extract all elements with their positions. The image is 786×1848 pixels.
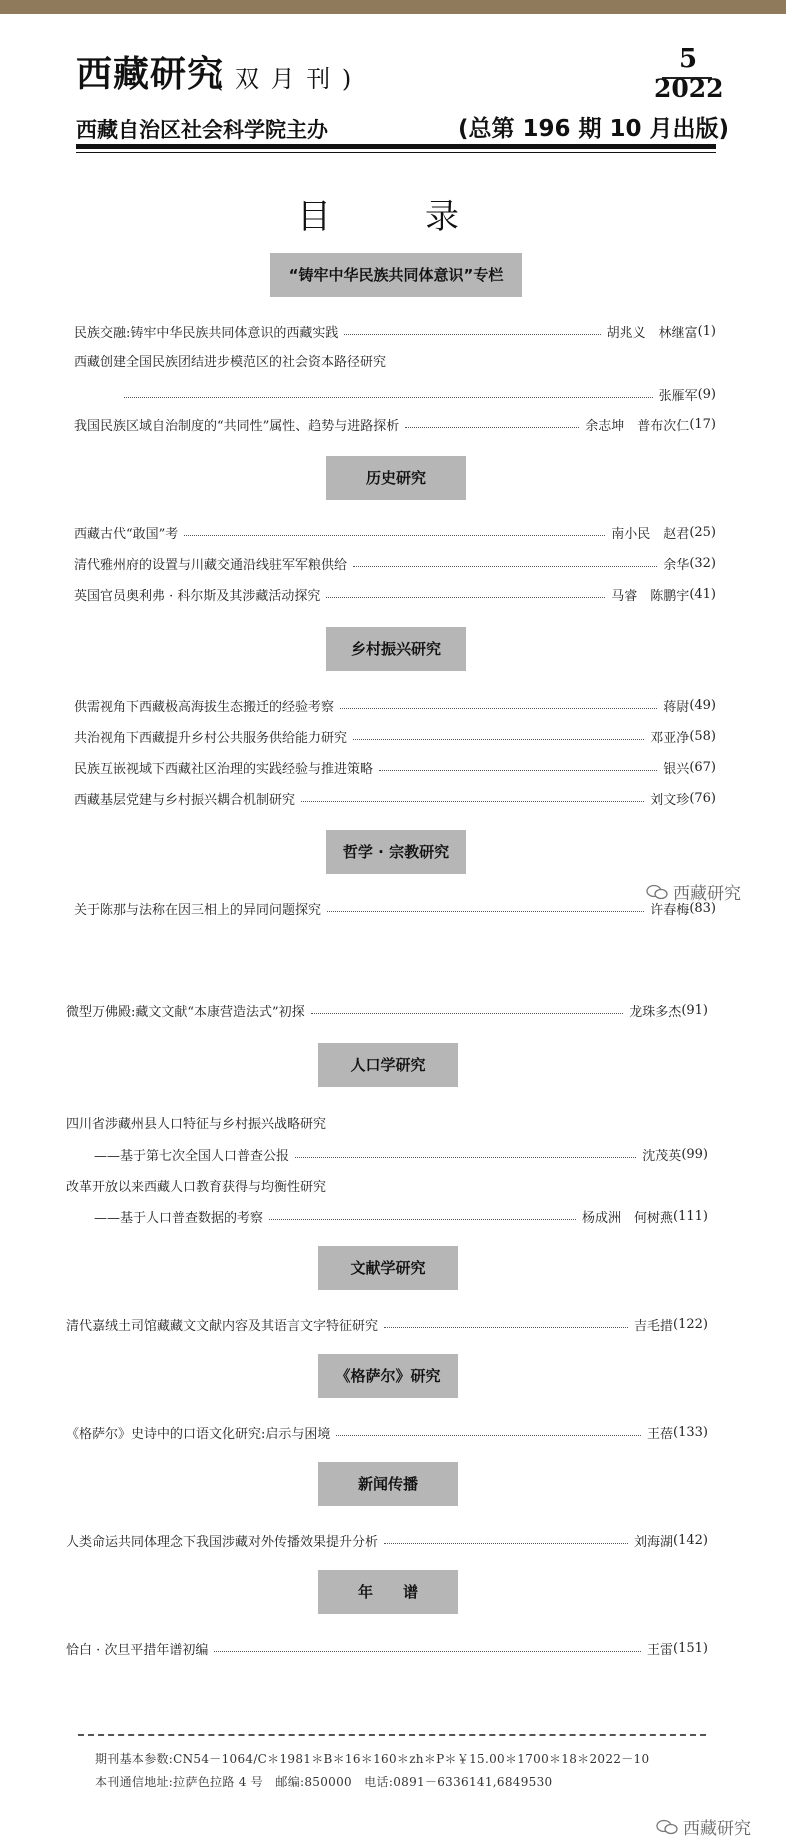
entry-title: ——基于第七次全国人口普查公报 xyxy=(94,1148,290,1164)
entry-page: (1) xyxy=(697,323,716,339)
entry-title: 西藏基层党建与乡村振兴耦合机制研究 xyxy=(74,792,296,808)
toc-entry[interactable] xyxy=(74,522,716,542)
toc-entry[interactable] xyxy=(66,1638,708,1658)
leader-dots xyxy=(301,801,644,802)
entry-author: 沈茂英 xyxy=(642,1148,682,1164)
leader-dots xyxy=(353,566,657,567)
toc-entry[interactable] xyxy=(74,321,716,341)
entry-page: (41) xyxy=(689,586,716,602)
entry-author: 胡兆义 林继富 xyxy=(606,325,698,341)
entry-title: 微型万佛殿:藏文文献“本康营造法式”初探 xyxy=(66,1004,305,1020)
entry-author: 王雷 xyxy=(647,1642,674,1658)
section-header-philosophy: 哲学 · 宗教研究 xyxy=(326,830,466,874)
entry-page: (49) xyxy=(689,697,716,713)
entry-page: (76) xyxy=(689,790,716,806)
entry-page: (122) xyxy=(673,1316,708,1332)
watermark-text: 西藏研究 xyxy=(683,1819,751,1839)
leader-dots xyxy=(405,427,579,428)
toc-entry[interactable] xyxy=(74,553,716,573)
masthead-rule-thick xyxy=(76,144,716,149)
toc-entry[interactable] xyxy=(66,1530,708,1550)
entry-author: 龙珠多杰 xyxy=(629,1004,682,1020)
entry-title: 英国官员奥利弗 · 科尔斯及其涉藏活动探究 xyxy=(74,588,321,604)
leader-dots xyxy=(269,1219,576,1220)
entry-page: (133) xyxy=(673,1424,708,1440)
top-decorative-bar xyxy=(0,0,786,14)
journal-address: 本刊通信地址:拉萨色拉路 4 号 邮编:850000 电话:0891－6336141,6849530 xyxy=(95,1775,553,1789)
entry-title: 清代嘉绒土司馆藏藏文文献内容及其语言文字特征研究 xyxy=(66,1318,379,1334)
chat-bubble-icon xyxy=(646,884,668,900)
section-header-history: 历史研究 xyxy=(326,456,466,500)
journal-parameters: 期刊基本参数:CN54－1064/C＊1981＊B＊16＊160＊zh＊P＊￥15.00＊1700＊18＊2022－10 xyxy=(95,1752,650,1766)
leader-dots xyxy=(384,1543,628,1544)
toc-entry[interactable] xyxy=(74,898,716,918)
leader-dots xyxy=(327,911,644,912)
leader-dots xyxy=(344,334,600,335)
section-header-gesar: 《格萨尔》研究 xyxy=(318,1354,458,1398)
entry-page: (151) xyxy=(673,1640,708,1656)
toc-entry[interactable] xyxy=(74,726,716,746)
toc-entry[interactable] xyxy=(94,1144,708,1164)
toc-entry[interactable] xyxy=(66,1422,708,1442)
entry-title: 供需视角下西藏极高海拔生态搬迁的经验考察 xyxy=(74,699,335,715)
leader-dots xyxy=(184,535,605,536)
section-header-philology: 文献学研究 xyxy=(318,1246,458,1290)
leader-dots xyxy=(384,1327,628,1328)
entry-page: (32) xyxy=(689,555,716,571)
toc-entry[interactable] xyxy=(74,414,716,434)
entry-page: (91) xyxy=(681,1002,708,1018)
entry-author: 银兴 xyxy=(663,761,690,777)
leader-dots xyxy=(214,1651,641,1652)
leader-dots xyxy=(311,1013,624,1014)
leader-dots xyxy=(295,1157,636,1158)
entry-author: 余华 xyxy=(663,557,690,573)
entry-page: (142) xyxy=(673,1532,708,1548)
entry-title: 西藏古代“敢国”考 xyxy=(74,526,179,542)
toc-title: 目 录 xyxy=(297,197,489,237)
issue-year: 2022 xyxy=(654,74,724,103)
entry-title: 人类命运共同体理念下我国涉藏对外传播效果提升分析 xyxy=(66,1534,379,1550)
entry-page: (67) xyxy=(689,759,716,775)
chat-bubble-icon xyxy=(656,1819,678,1835)
entry-page: (9) xyxy=(697,386,716,402)
journal-sponsor: 西藏自治区社会科学院主办 xyxy=(76,118,328,142)
section-header-chronicle: 年 谱 xyxy=(318,1570,458,1614)
toc-entry[interactable] xyxy=(94,1206,708,1226)
entry-author: 邓亚净 xyxy=(650,730,690,746)
entry-author: 王蓓 xyxy=(647,1426,674,1442)
journal-frequency: ( 双 月 刊 ) xyxy=(214,65,354,93)
entry-title: 恰白 · 次旦平措年谱初编 xyxy=(66,1642,209,1658)
entry-page: (17) xyxy=(689,416,716,432)
toc-entry-title-line[interactable]: 改革开放以来西藏人口教育获得与均衡性研究 xyxy=(66,1180,327,1195)
leader-dots xyxy=(353,739,644,740)
watermark-bottom xyxy=(656,1814,751,1839)
section-header-rural: 乡村振兴研究 xyxy=(326,627,466,671)
entry-page: (25) xyxy=(689,524,716,540)
toc-entry[interactable] xyxy=(74,757,716,777)
entry-page: (99) xyxy=(681,1146,708,1162)
toc-entry[interactable] xyxy=(66,1314,708,1334)
toc-page xyxy=(0,14,786,1848)
entry-author: 吉毛措 xyxy=(634,1318,674,1334)
entry-title: 我国民族区域自治制度的“共同性”属性、趋势与进路探析 xyxy=(74,418,400,434)
toc-entry[interactable] xyxy=(74,788,716,808)
entry-title: 清代雅州府的设置与川藏交通沿线驻军军粮供给 xyxy=(74,557,348,573)
leader-dots xyxy=(326,597,605,598)
toc-entry[interactable] xyxy=(74,695,716,715)
toc-entry[interactable] xyxy=(118,384,716,404)
entry-page: (83) xyxy=(689,900,716,916)
entry-title: 共治视角下西藏提升乡村公共服务供给能力研究 xyxy=(74,730,348,746)
leader-dots xyxy=(124,397,653,398)
entry-author: 许春梅 xyxy=(650,902,690,918)
entry-title: 关于陈那与法称在因三相上的异同问题探究 xyxy=(74,902,322,918)
entry-author: 余志坤 普布次仁 xyxy=(585,418,690,434)
issue-info: (总第 196 期 10 月出版) xyxy=(458,116,730,142)
toc-entry-title-line[interactable]: 西藏创建全国民族团结进步模范区的社会资本路径研究 xyxy=(74,355,387,370)
entry-author: 刘文珍 xyxy=(650,792,690,808)
entry-author: 蒋尉 xyxy=(663,699,690,715)
entry-title: 民族互嵌视域下西藏社区治理的实践经验与推进策略 xyxy=(74,761,374,777)
entry-author: 杨成洲 何树燕 xyxy=(582,1210,674,1226)
entry-page: (58) xyxy=(689,728,716,744)
journal-name: 西藏研究 xyxy=(76,53,225,95)
entry-author: 南小民 赵君 xyxy=(611,526,690,542)
entry-author: 刘海湖 xyxy=(634,1534,674,1550)
entry-page: (111) xyxy=(673,1208,708,1224)
leader-dots xyxy=(379,770,657,771)
entry-title: 《格萨尔》史诗中的口语文化研究:启示与困境 xyxy=(66,1426,331,1442)
watermark-text: 西藏研究 xyxy=(673,884,741,904)
entry-title: 民族交融:铸牢中华民族共同体意识的西藏实践 xyxy=(74,325,339,341)
entry-author: 张雁军 xyxy=(658,388,698,404)
entry-title: ——基于人口普查数据的考察 xyxy=(94,1210,264,1226)
toc-entry-title-line[interactable]: 四川省涉藏州县人口特征与乡村振兴战略研究 xyxy=(66,1117,327,1132)
leader-dots xyxy=(336,1435,641,1436)
section-header-community: “铸牢中华民族共同体意识”专栏 xyxy=(270,253,522,297)
leader-dots xyxy=(340,708,657,709)
masthead-rule-thin xyxy=(76,152,716,153)
issue-number: 5 xyxy=(678,44,698,74)
entry-author: 马睿 陈鹏宇 xyxy=(611,588,690,604)
toc-entry[interactable] xyxy=(66,1000,708,1020)
footer-dashed-rule xyxy=(78,1734,706,1736)
toc-entry[interactable] xyxy=(74,584,716,604)
section-header-journalism: 新闻传播 xyxy=(318,1462,458,1506)
watermark-mid xyxy=(646,879,741,904)
section-header-population: 人口学研究 xyxy=(318,1043,458,1087)
